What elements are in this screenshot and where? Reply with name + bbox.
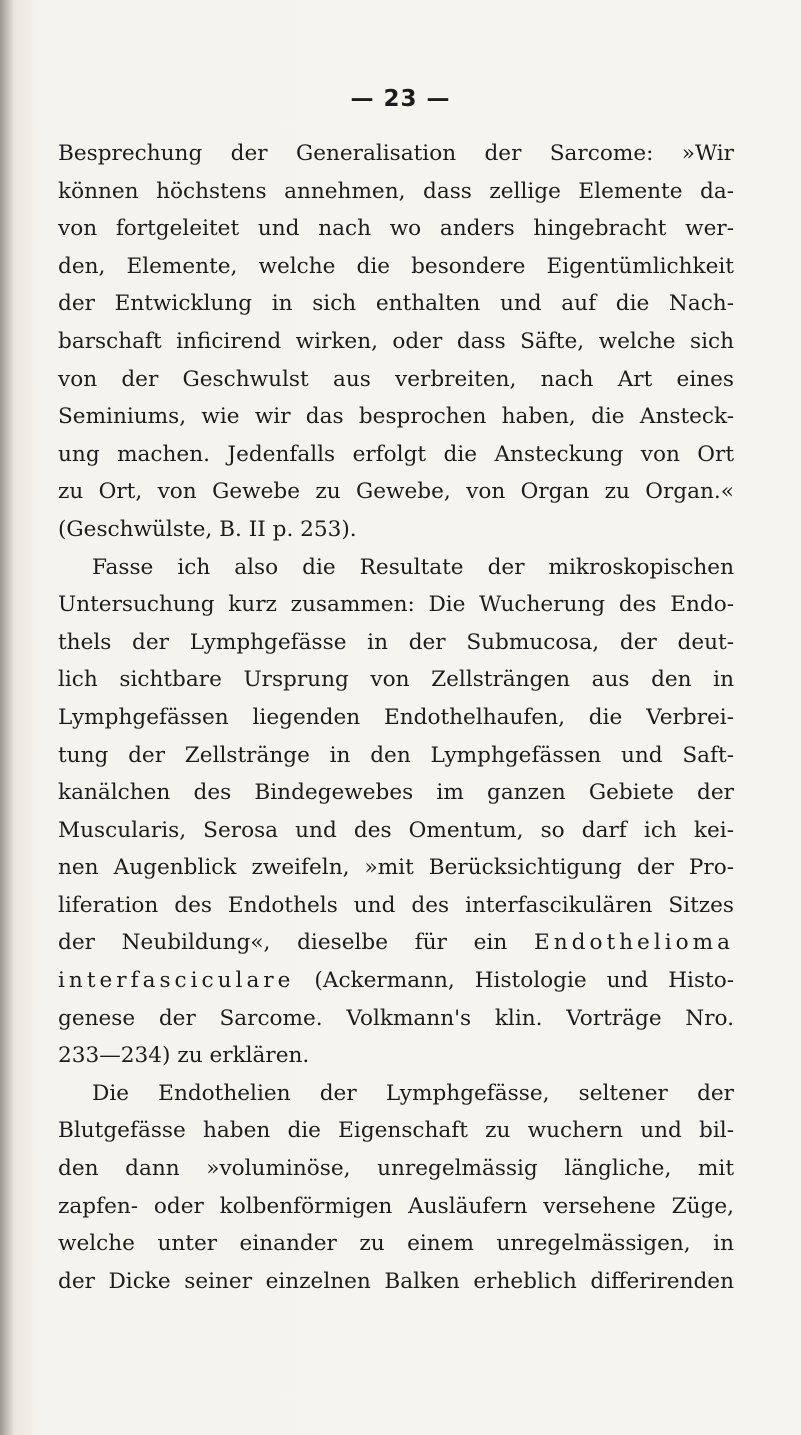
text-line: von der Geschwulst aus verbreiten, nach Art eines [58,366,734,392]
text-line: den, Elemente, welche die besondere Eigentümlichkeit [58,253,734,279]
text-line: ung machen. Jedenfalls erfolgt die Ansteckung von Ort [58,441,734,467]
text-line [58,962,734,1000]
text-line: Untersuchung kurz zusammen: Die Wucherung des Endo- [58,592,734,618]
text-line: von fortgeleitet und nach wo anders hingebracht wer- [58,216,734,242]
text-line: barschaft inficirend wirken, oder dass Säfte, welche sich [58,328,734,354]
text-line: der Entwicklung in sich enthalten und auf die Nach- [58,291,734,317]
text-line: liferation des Endothels und des interfascikulären Sitzes [58,892,734,918]
text-line: tung der Zellstränge in den Lymphgefässen und Saft- [58,742,734,768]
text-line: lich sichtbare Ursprung von Zellsträngen aus den in [58,667,734,693]
text-line: Muscularis, Serosa und des Omentum, so darf ich kei- [58,817,734,843]
text-line: Lymphgefässen liegenden Endothelhaufen, die Verbrei- [58,704,734,730]
text-line: 233—234) zu erklären. [58,1043,310,1069]
text-line: zapfen- oder kolbenförmigen Ausläufern versehene Züge, [58,1193,734,1219]
text-line: Blutgefässe haben die Eigenschaft zu wuchern und bil- [58,1118,734,1144]
page-spine-shadow [0,0,14,1435]
text-line: kanälchen des Bindegewebes im ganzen Gebiete der [58,780,734,806]
text-line: Besprechung der Generalisation der Sarcome: »Wir [58,141,734,166]
paragraph-start-line: Fasse ich also die Resultate der mikroskopischen [92,554,734,580]
text-line: genese der Sarcome. Volkmann's klin. Vorträge Nro. [58,1005,734,1031]
text-line: zu Ort, von Gewebe zu Gewebe, von Organ zu Organ.« [58,479,734,505]
text-line: nen Augenblick zweifeln, »mit Berücksichtigung der Pro- [58,855,734,881]
paragraph-start-line: Die Endothelien der Lymphgefässe, seltener der [92,1080,734,1106]
text-line: den dann »voluminöse, unregelmässig längliche, mit [58,1156,734,1182]
body-text [58,135,734,1300]
text-line: (Geschwülste, B. II p. 253). [58,516,357,542]
emphasized-term: Endothelioma [533,930,734,956]
page-number: — 23 — [350,86,451,112]
text-line: thels der Lymphgefässe in der Submucosa, der deut- [58,629,734,655]
text-line: welche unter einander zu einem unregelmässigen, in [58,1231,734,1257]
text-line: der Dicke seiner einzelnen Balken erheblich differirenden [58,1268,734,1294]
text-segment: der Neubildung«, dieselbe für ein [58,930,508,956]
text-line [58,924,734,962]
text-line: können höchstens annehmen, dass zellige Elemente da- [58,178,734,204]
text-segment: (Ackermann, Histologie und Histo- [314,968,735,994]
emphasized-term: interfasciculare [58,968,295,994]
text-line: Seminiums, wie wir das besprochen haben, die Ansteck- [58,404,734,430]
